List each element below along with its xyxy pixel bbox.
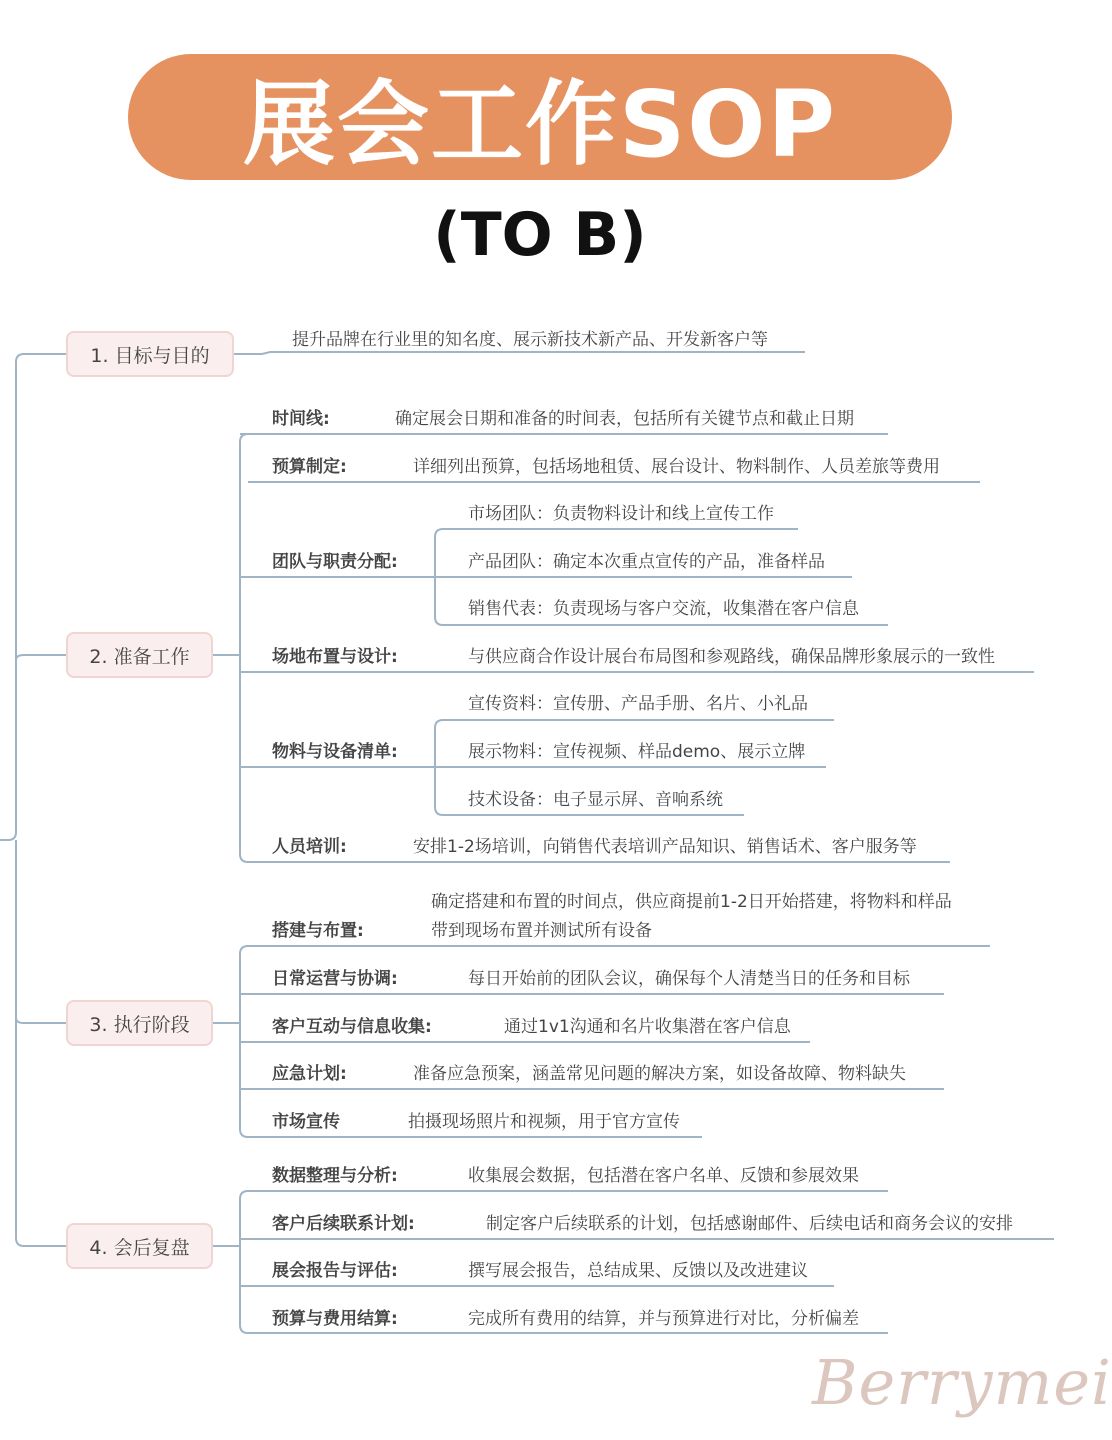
page-subtitle: (TO B) bbox=[433, 200, 647, 270]
root-branch-3 bbox=[16, 1018, 66, 1023]
s3-item1-line1: 确定搭建和布置的时间点，供应商提前1-2日开始搭建，将物料和样品 bbox=[431, 892, 952, 912]
watermark: Berrymei bbox=[812, 1346, 1112, 1419]
s4-bracket bbox=[240, 1191, 248, 1333]
s4-item3-label: 展会报告与评估: bbox=[272, 1261, 398, 1281]
s2-item4-label: 场地布置与设计: bbox=[272, 647, 398, 667]
s4-item3-text: 撰写展会报告，总结成果、反馈以及改进建议 bbox=[468, 1261, 808, 1281]
s2-item6-text: 安排1-2场培训，向销售代表培训产品知识、销售话术、客户服务等 bbox=[413, 837, 917, 857]
s2-item5-sub1: 宣传资料：宣传册、产品手册、名片、小礼品 bbox=[468, 694, 808, 714]
section-node-2[interactable]: 2. 准备工作 bbox=[66, 632, 213, 678]
root-trunk bbox=[0, 354, 66, 840]
s2-item5-label: 物料与设备清单: bbox=[272, 742, 398, 762]
s3-item2-label: 日常运营与协调: bbox=[272, 969, 398, 989]
s2-item3-sub2: 产品团队：确定本次重点宣传的产品，准备样品 bbox=[468, 552, 825, 572]
s3-item2-text: 每日开始前的团队会议，确保每个人清楚当日的任务和目标 bbox=[468, 969, 910, 989]
root-branch-2 bbox=[16, 655, 66, 660]
s3-item3-label: 客户互动与信息收集: bbox=[272, 1017, 432, 1037]
s2-item5-sub3: 技术设备：电子显示屏、音响系统 bbox=[468, 790, 723, 810]
section-node-4[interactable]: 4. 会后复盘 bbox=[66, 1223, 213, 1269]
s2-bracket bbox=[240, 434, 248, 862]
s4-item1-text: 收集展会数据，包括潜在客户名单、反馈和参展效果 bbox=[468, 1166, 859, 1186]
s3-item4-text: 准备应急预案，涵盖常见问题的解决方案，如设备故障、物料缺失 bbox=[413, 1064, 906, 1084]
s4-item4-text: 完成所有费用的结算，并与预算进行对比，分析偏差 bbox=[468, 1309, 859, 1329]
s2-item1-label: 时间线: bbox=[272, 409, 330, 429]
s2-item3-label: 团队与职责分配: bbox=[272, 552, 398, 572]
section-node-1[interactable]: 1. 目标与目的 bbox=[66, 331, 234, 377]
s1-text: 提升品牌在行业里的知名度、展示新技术新产品、开发新客户等 bbox=[292, 330, 768, 350]
s4-item1-label: 数据整理与分析: bbox=[272, 1166, 398, 1186]
s4-item4-label: 预算与费用结算: bbox=[272, 1309, 398, 1329]
s2-item3-sub1: 市场团队：负责物料设计和线上宣传工作 bbox=[468, 504, 774, 524]
page-title: 展会工作SOP bbox=[243, 71, 837, 178]
section-node-3[interactable]: 3. 执行阶段 bbox=[66, 1000, 213, 1046]
s2-item1-text: 确定展会日期和准备的时间表，包括所有关键节点和截止日期 bbox=[395, 409, 854, 429]
s4-item2-text: 制定客户后续联系的计划，包括感谢邮件、后续电话和商务会议的安排 bbox=[486, 1214, 1013, 1234]
s1-connector bbox=[234, 352, 805, 354]
s2-item5-sub2: 展示物料：宣传视频、样品demo、展示立牌 bbox=[468, 742, 806, 762]
s2-item3-sub3: 销售代表：负责现场与客户交流，收集潜在客户信息 bbox=[468, 599, 859, 619]
s3-item5-text: 拍摄现场照片和视频，用于官方宣传 bbox=[408, 1112, 680, 1132]
s4-item2-label: 客户后续联系计划: bbox=[272, 1214, 415, 1234]
s3-item1-line2: 带到现场布置并测试所有设备 bbox=[431, 921, 652, 941]
root-trunk-lower bbox=[16, 840, 66, 1246]
s3-item4-label: 应急计划: bbox=[272, 1064, 347, 1084]
s3-item5-label: 市场宣传 bbox=[272, 1112, 340, 1132]
s2-item6-label: 人员培训: bbox=[272, 837, 347, 857]
s3-item3-text: 通过1v1沟通和名片收集潜在客户信息 bbox=[504, 1017, 791, 1037]
s3-item1-label: 搭建与布置: bbox=[272, 921, 364, 941]
s2-item4-text: 与供应商合作设计展台布局图和参观路线，确保品牌形象展示的一致性 bbox=[468, 647, 995, 667]
s2-item2-label: 预算制定: bbox=[272, 457, 347, 477]
s2-item2-text: 详细列出预算，包括场地租赁、展台设计、物料制作、人员差旅等费用 bbox=[413, 457, 940, 477]
